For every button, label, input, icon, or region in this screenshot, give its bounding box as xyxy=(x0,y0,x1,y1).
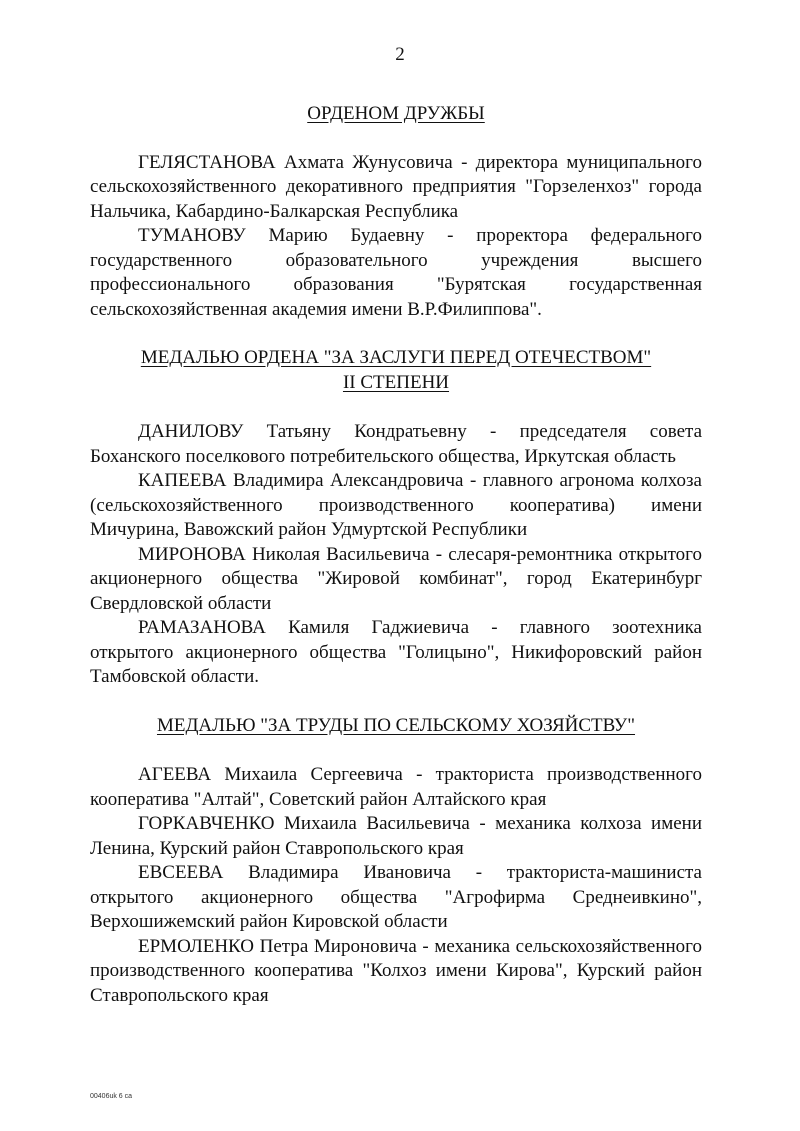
page-number: 2 xyxy=(395,44,405,65)
award-entry: КАПЕЕВА Владимира Александровича - главного агронома колхоза (сельскохозяйственного производственного кооператива) имени Мичурина, Вавожский район Удмуртской Республики xyxy=(90,470,702,540)
heading-line: ОРДЕНОМ ДРУЖБЫ xyxy=(307,103,485,124)
award-entry: ТУМАНОВУ Марию Будаевну - проректора федерального государственного образовательного учреждения высшего профессионального образования "Бурятская государственная сельскохозяйственная академия имени В.Р.Филиппова". xyxy=(90,225,702,320)
award-entry: ЕРМОЛЕНКО Петра Мироновича - механика сельскохозяйственного производственного кооператива "Колхоз имени Кирова", Курский район Ставропольского края xyxy=(90,935,702,1006)
heading-line: МЕДАЛЬЮ "ЗА ТРУДЫ ПО СЕЛЬСКОМУ ХОЗЯЙСТВУ" xyxy=(156,714,636,736)
award-entry: ЕВСЕЕВА Владимира Ивановича - тракториста-машиниста открытого акционерного общества "Агрофирма Среднеивкино", Верхошижемский район Кировской области xyxy=(90,862,702,932)
award-entry: РАМАЗАНОВА Камиля Гаджиевича - главного зоотехника открытого акционерного общества "Голицыно", Никифоровский район Тамбовской области. xyxy=(90,617,702,687)
award-entry: ДАНИЛОВУ Татьяну Кондратьевну - председателя совета Боханского поселкового потребительского общества, Иркутская область xyxy=(90,421,702,467)
award-entry: МИРОНОВА Николая Васильевича - слесаря-ремонтника открытого акционерного общества "Жировой комбинат", город Екатеринбург Свердловской области xyxy=(90,543,702,614)
section-heading xyxy=(90,102,702,127)
section-medal-agricultural-labor xyxy=(90,714,702,1009)
section-medal-merit-fatherland-2nd xyxy=(90,346,702,690)
heading-line: МЕДАЛЬЮ ОРДЕНА "ЗА ЗАСЛУГИ ПЕРЕД ОТЕЧЕСТВОМ" xyxy=(140,347,652,368)
section-order-of-friendship xyxy=(90,102,702,322)
footer-document-code: 00406uk 6 ca xyxy=(90,1093,133,1100)
award-entry: ГОРКАВЧЕНКО Михаила Васильевича - механика колхоза имени Ленина, Курский район Ставропольского края xyxy=(90,813,702,859)
heading-line: II СТЕПЕНИ xyxy=(342,371,450,393)
award-entry: АГЕЕВА Михаила Сергеевича - тракториста производственного кооператива "Алтай", Советский район Алтайского края xyxy=(90,764,702,810)
section-heading xyxy=(90,346,702,395)
section-heading xyxy=(90,714,702,739)
document-body xyxy=(90,102,702,1008)
award-entry: ГЕЛЯСТАНОВА Ахмата Жунусовича - директора муниципального сельскохозяйственного декоративного предприятия "Горзеленхоз" города Нальчика, Кабардино-Балкарская Республика xyxy=(90,151,702,222)
